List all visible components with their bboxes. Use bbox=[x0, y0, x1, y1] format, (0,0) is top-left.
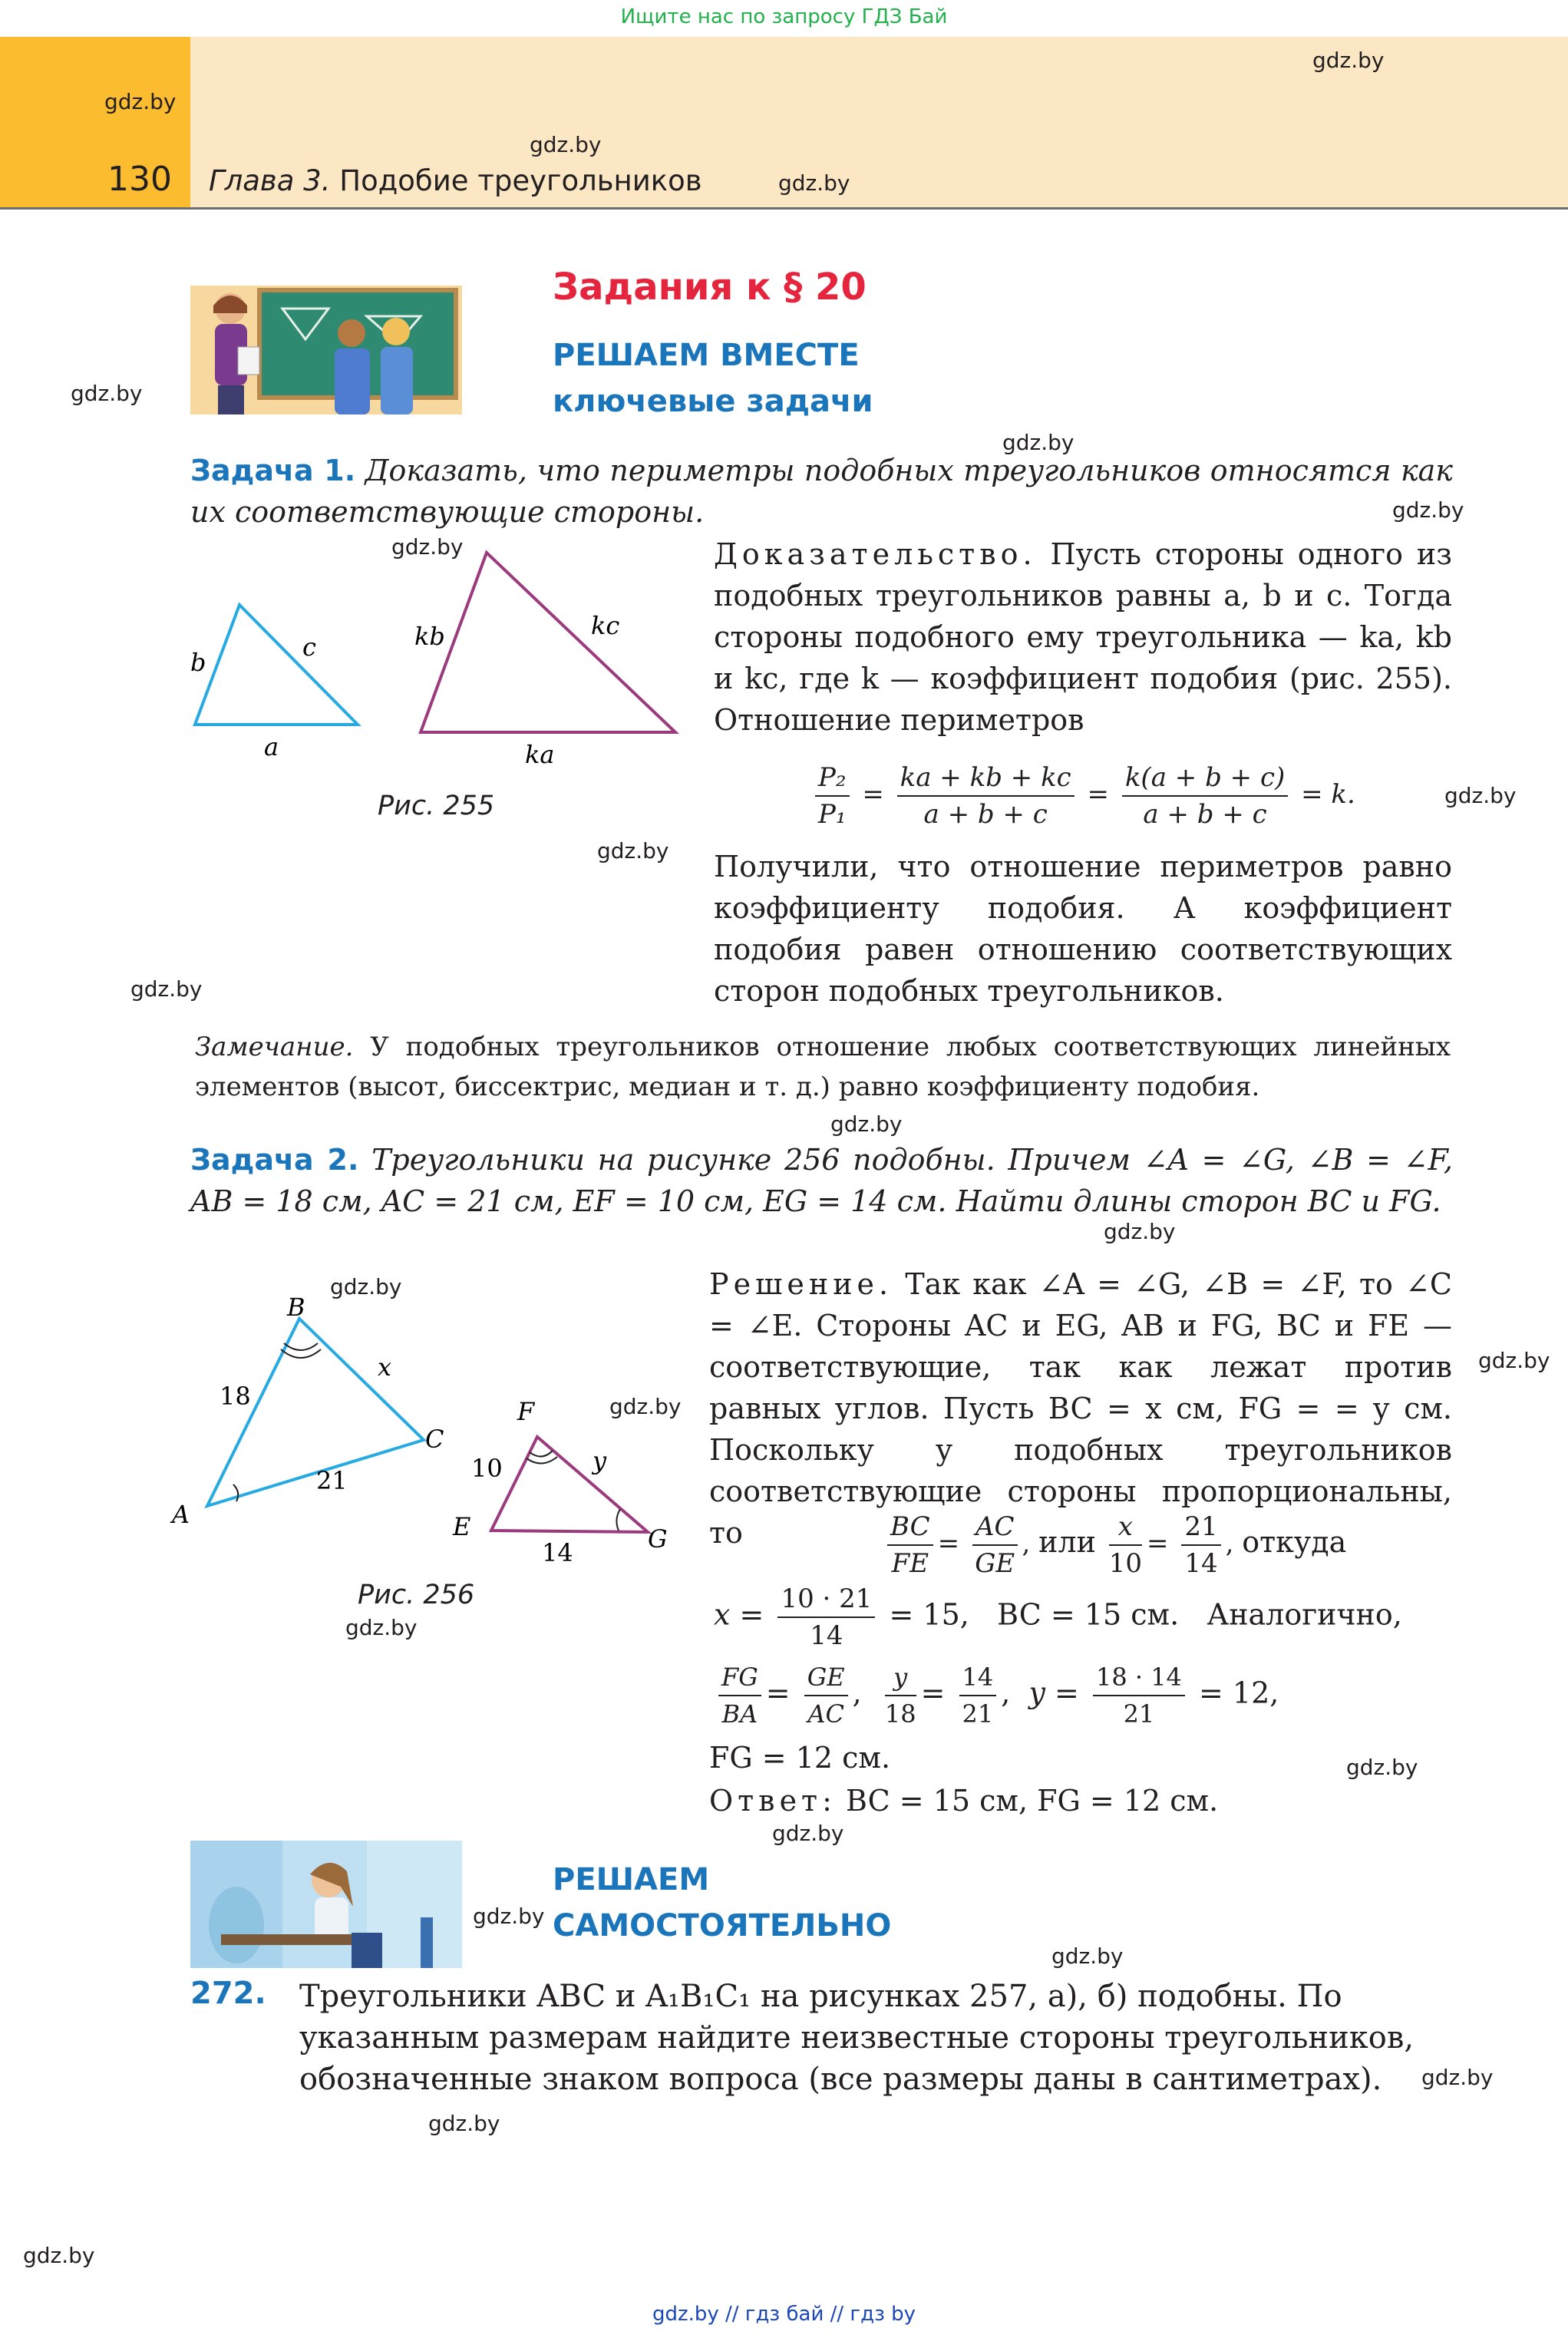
figure-256 bbox=[169, 1297, 691, 1566]
watermark: gdz.by bbox=[473, 1904, 545, 1929]
watermark: gdz.by bbox=[23, 2243, 95, 2268]
label-A: A bbox=[172, 1500, 190, 1529]
watermark: gdz.by bbox=[1392, 497, 1464, 523]
page-number: 130 bbox=[107, 160, 172, 199]
triangle-abc bbox=[207, 1319, 424, 1506]
label-G: G bbox=[648, 1524, 668, 1554]
perimeter-formula: $\frac{\text{P₂}}{\text{P₁}}$ = $\frac{ka + kb + kc}{a + b + c}$ = $\frac{k(a + b + c)}{a + b + c}$ = k. bbox=[810, 760, 1355, 832]
task2-answer: Ответ: BC = 15 см, FG = 12 см. bbox=[709, 1784, 1219, 1818]
watermark: gdz.by bbox=[1421, 2065, 1494, 2090]
watermark: gdz.by bbox=[71, 381, 143, 406]
exercise-272-text: Треугольники ABC и A₁B₁C₁ на рисунках 257, а), б) подобны. По указанным размерам найдите неизвестные стороны треугольников, обозначенные знаком вопроса (все размеры даны в сантиметрах). bbox=[299, 1979, 1415, 2097]
classroom-illustration bbox=[190, 286, 462, 414]
label-E: E bbox=[453, 1512, 471, 1541]
watermark: gdz.by bbox=[391, 534, 464, 560]
key-tasks-subheading: ключевые задачи bbox=[553, 384, 873, 419]
footer-links[interactable]: gdz.by // гдз бай // гдз by bbox=[652, 2303, 916, 2326]
fg-result: FG = 12 см. bbox=[709, 1741, 891, 1775]
label-x: x bbox=[378, 1352, 392, 1382]
watermark: gdz.by bbox=[597, 838, 669, 864]
label-B: B bbox=[287, 1297, 305, 1322]
label-18: 18 bbox=[220, 1382, 251, 1411]
task1-proof: Доказательство. Пусть стороны одного из подобных треугольников равны a, b и c. Тогда стороны подобного ему треугольника — ka, kb и kc, где k — коэффициент подобия (рис. 255). Отношение периметров bbox=[714, 537, 1452, 737]
triangle-efg bbox=[491, 1437, 648, 1532]
watermark: gdz.by bbox=[830, 1111, 903, 1137]
watermark: gdz.by bbox=[130, 976, 203, 1002]
figure-255 bbox=[184, 537, 691, 783]
watermark: gdz.by bbox=[1312, 48, 1385, 73]
label-C: C bbox=[425, 1425, 444, 1454]
label-b: b bbox=[190, 648, 206, 677]
watermark: gdz.by bbox=[609, 1394, 682, 1419]
student-illustration bbox=[190, 1841, 462, 1968]
task2-solution: Решение. Так как ∠A = ∠G, ∠B = ∠F, то ∠C = ∠E. Стороны AC и EG, AB и FG, BC и FE — соответствующие, так как лежат против равных углов. Пусть BC = x см, FG = = y см. Поскольку у подобных треугольников соответствующие стороны пропорциональны, то bbox=[709, 1267, 1452, 1550]
watermark: gdz.by bbox=[530, 132, 602, 157]
label-kc: kc bbox=[591, 611, 620, 640]
label-10: 10 bbox=[471, 1454, 503, 1483]
label-kb: kb bbox=[414, 622, 445, 651]
top-banner[interactable]: Ищите нас по запросу ГДЗ Бай bbox=[620, 5, 948, 28]
solve-yourself-heading: РЕШАЕМ bbox=[553, 1862, 710, 1897]
watermark: gdz.by bbox=[1002, 430, 1074, 455]
label-c: c bbox=[302, 632, 316, 662]
watermark: gdz.by bbox=[1478, 1348, 1550, 1373]
figure-256-caption: Рис. 256 bbox=[358, 1580, 475, 1610]
label-14: 14 bbox=[542, 1538, 573, 1566]
label-y: y bbox=[593, 1446, 607, 1475]
watermark: gdz.by bbox=[772, 1821, 844, 1846]
watermark: gdz.by bbox=[1346, 1755, 1418, 1780]
solve-together-heading: РЕШАЕМ ВМЕСТЕ bbox=[553, 338, 860, 373]
remark: Замечание. У подобных треугольников отношение любых соответствующих линейных элементов (высот, биссектрис, медиан и т. д.) равно коэффициенту подобия. bbox=[195, 1032, 1451, 1102]
chapter-title: Глава 3. Подобие треугольников bbox=[209, 164, 702, 197]
exercise-number: 272. bbox=[190, 1976, 266, 2011]
section-title: Задания к § 20 bbox=[553, 266, 867, 309]
watermark: gdz.by bbox=[428, 2111, 500, 2136]
figure-255-caption: Рис. 255 bbox=[378, 791, 495, 821]
watermark: gdz.by bbox=[778, 170, 850, 196]
x-formula: x = $\frac{10 \cdot 21}{14}$ = 15, BC = 15 см. Аналогично, bbox=[714, 1581, 1402, 1653]
watermark: gdz.by bbox=[1104, 1219, 1176, 1244]
watermark: gdz.by bbox=[330, 1274, 402, 1299]
small-triangle bbox=[195, 605, 358, 725]
label-F: F bbox=[517, 1397, 535, 1426]
proportion-formula: $\frac{BC}{FE}$ = $\frac{AC}{GE}$ , или $\frac{x}{10}$ = $\frac{21}{14}$ , откуда bbox=[883, 1509, 1346, 1581]
task1-conclusion: Получили, что отношение периметров равно коэффициенту подобия. А коэффициент подобия равен отношению соответствующих сторон подобных треугольников. bbox=[714, 850, 1452, 1008]
task1-statement: Задача 1. Доказать, что периметры подобных треугольников относятся как их соответствующие стороны. bbox=[190, 454, 1453, 529]
task2-statement: Задача 2. Треугольники на рисунке 256 подобны. Причем ∠A = ∠G, ∠B = ∠F, AB = 18 см, AC = 21 см, EF = 10 см, EG = 14 см. Найти длины сторон BC и FG. bbox=[190, 1143, 1453, 1218]
large-triangle bbox=[421, 553, 675, 732]
label-21: 21 bbox=[316, 1466, 348, 1495]
watermark: gdz.by bbox=[1051, 1943, 1124, 1969]
solve-yourself-heading-2: САМОСТОЯТЕЛЬНО bbox=[553, 1908, 892, 1943]
watermark: gdz.by bbox=[345, 1615, 418, 1640]
header-divider bbox=[0, 207, 1568, 210]
watermark: gdz.by bbox=[104, 89, 177, 114]
label-ka: ka bbox=[525, 740, 555, 769]
y-formula: $\frac{FG}{BA}$ = $\frac{GE}{AC}$ , $\frac{y}{18}$ = $\frac{14}{21}$ , y = $\frac{18 \cdot 14}{21}$ = 12, bbox=[714, 1659, 1279, 1732]
watermark: gdz.by bbox=[1444, 783, 1517, 808]
label-a: a bbox=[264, 732, 279, 761]
